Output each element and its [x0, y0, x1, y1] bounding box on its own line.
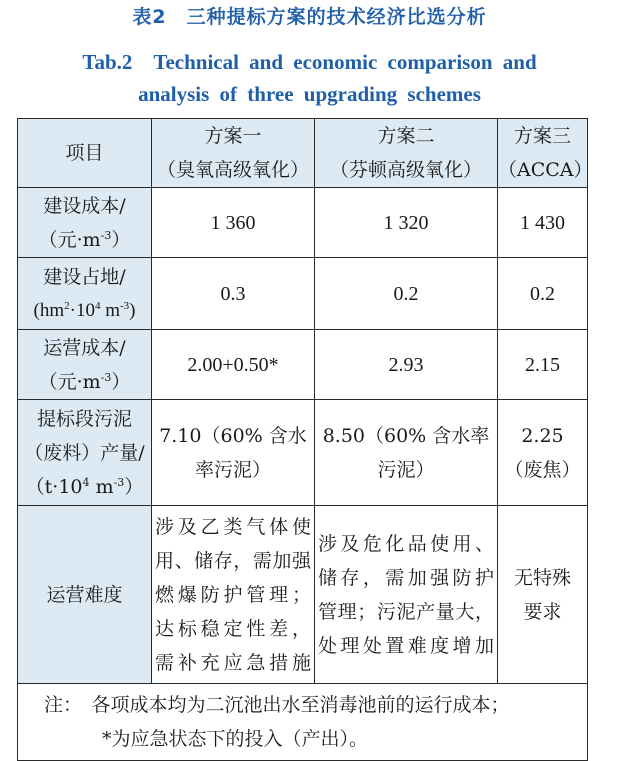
row-label-sludge — [18, 400, 152, 506]
table-note — [18, 684, 588, 761]
label-unit: （元$\cdot m^{-3}$） — [38, 370, 131, 393]
header-scheme-2 — [315, 119, 498, 188]
header-scheme-3 — [498, 119, 593, 188]
cell-line: 涉及危化品使用、 — [318, 532, 494, 555]
header-scheme-2-sub: （芬顿高级氧化） — [329, 159, 482, 181]
cell-line: 储存，需加强防护 — [318, 566, 494, 589]
cell-line: 2.25 — [521, 424, 564, 447]
header-scheme-3-name: 方案三 — [513, 125, 571, 147]
cell-line: 处理处置难度增加 — [318, 634, 494, 657]
cell-line: 涉及乙类气体使 — [155, 515, 311, 538]
header-row — [18, 119, 588, 188]
header-scheme-3-sub: （ACCA） — [498, 159, 593, 181]
cell-s3-operating-cost: 2.15 — [498, 330, 588, 400]
cell-line: 用、储存，需加强 — [155, 549, 311, 572]
cell-s1-construction-cost: 1 360 — [152, 188, 315, 258]
label-unit: （元$\cdot m^{-3}$） — [38, 228, 131, 251]
row-label-operating-cost — [18, 330, 152, 400]
label-line: 建设成本/ — [43, 194, 126, 217]
table-row-operating-cost — [18, 330, 588, 400]
cell-line: 达标稳定性差， — [155, 617, 311, 640]
note-line: *为应急状态下的投入（产出）。 — [102, 728, 369, 750]
cell-s3-difficulty — [498, 506, 588, 684]
cell-line: 8.50（60% 含水率 — [322, 424, 490, 447]
cell-s1-sludge — [152, 400, 315, 506]
cell-s1-land: 0.3 — [152, 258, 315, 330]
header-scheme-1-sub: （臭氧高级氧化） — [156, 159, 309, 181]
cell-s1-operating-cost: 2.00+0.50* — [152, 330, 315, 400]
table-row-land — [18, 258, 588, 330]
cell-s2-operating-cost: 2.93 — [315, 330, 498, 400]
header-scheme-1 — [152, 119, 315, 188]
cell-s2-difficulty — [315, 506, 498, 684]
header-item: 项目 — [18, 119, 152, 188]
cell-s2-sludge — [315, 400, 498, 506]
cell-line: 率污泥） — [194, 458, 271, 481]
label-line: （废料）产量/ — [24, 441, 145, 464]
label-line: 建设占地/ — [43, 265, 126, 288]
cell-s3-construction-cost: 1 430 — [498, 188, 588, 258]
row-label-difficulty: 运营难度 — [18, 506, 152, 684]
cell-line: 需补充应急措施 — [155, 651, 311, 674]
cell-line: 燃爆防护管理； — [155, 583, 311, 606]
label-unit: （$t\cdot 10^4$ $m^{-3}$） — [25, 475, 144, 498]
cell-line: 污泥） — [377, 458, 435, 481]
cell-s3-sludge — [498, 400, 588, 506]
label-line: 提标段污泥 — [36, 407, 132, 430]
table-caption-en-line2: analysis of three upgrading schemes — [138, 82, 481, 106]
cell-line: 7.10（60% 含水 — [159, 424, 307, 447]
row-label-construction-cost — [18, 188, 152, 258]
cell-s2-construction-cost: 1 320 — [315, 188, 498, 258]
table-caption-en-line1: Tab.2 Technical and economic comparison and — [82, 50, 537, 74]
comparison-table — [17, 118, 593, 761]
table-row-construction-cost — [18, 188, 588, 258]
table-row-sludge — [18, 400, 588, 506]
cell-line: 无特殊 — [513, 566, 571, 589]
label-unit: ($hm^2\cdot 10^4$ $m^{-3}$) — [33, 299, 136, 321]
label-line: 运营成本/ — [43, 336, 126, 359]
header-scheme-1-name: 方案一 — [204, 125, 262, 147]
cell-s1-difficulty — [152, 506, 315, 684]
cell-s3-land: 0.2 — [498, 258, 588, 330]
table-row-difficulty — [18, 506, 588, 684]
header-scheme-2-name: 方案二 — [377, 125, 435, 147]
table-row-note — [18, 684, 588, 761]
row-label-land — [18, 258, 152, 330]
cell-line: （废焦） — [504, 458, 581, 481]
note-line: 注： 各项成本均为二沉池出水至消毒池前的运行成本； — [44, 694, 510, 716]
cell-line: 管理；污泥产量大， — [318, 600, 494, 623]
cell-s2-land: 0.2 — [315, 258, 498, 330]
table-caption-zh: 表2 三种提标方案的技术经济比选分析 — [132, 6, 487, 28]
cell-line: 要求 — [523, 600, 562, 623]
